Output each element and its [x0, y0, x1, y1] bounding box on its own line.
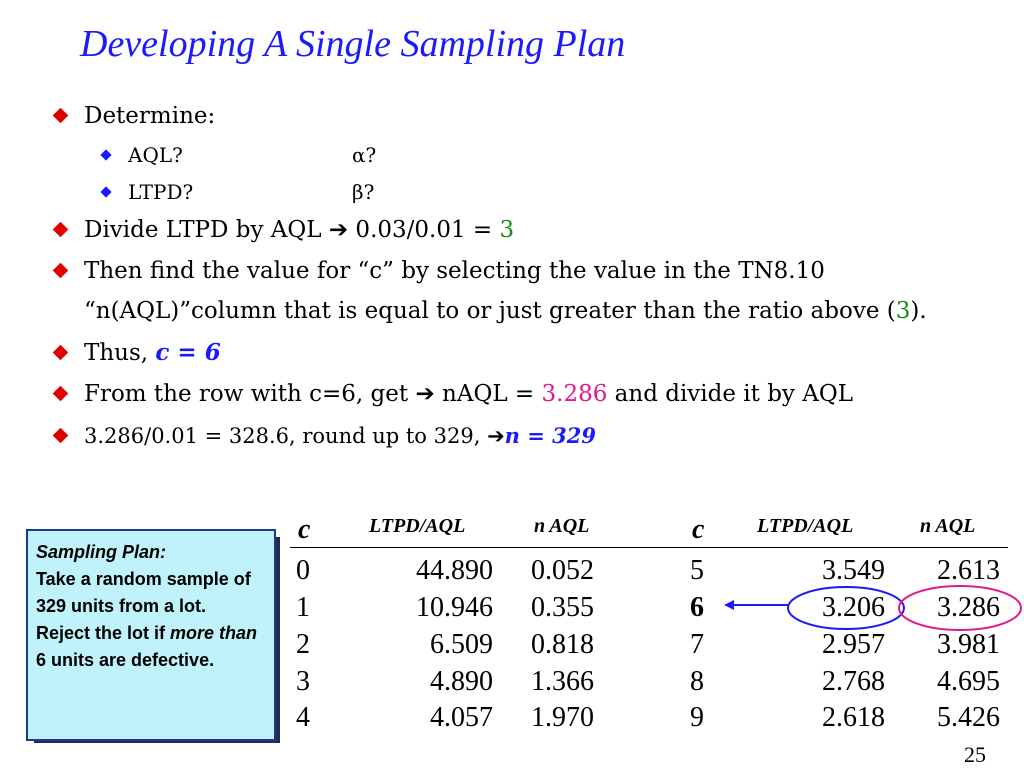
table-cell-highlight: 3.286: [937, 592, 1000, 623]
table-cell: 4.890: [430, 666, 493, 697]
table-cell: 5.426: [937, 702, 1000, 733]
thus-text: Thus,: [84, 340, 156, 366]
row-rest: and divide it by AQL: [607, 381, 853, 407]
table-header-c-right: c: [692, 514, 705, 545]
find-result: 3: [895, 298, 911, 324]
table-cell: 3.981: [937, 629, 1000, 660]
table-cell: 2.613: [937, 555, 1000, 586]
row-value: 3.286: [541, 381, 608, 407]
table-header-naql-left: n AQL: [534, 515, 590, 537]
bullet-diamond-icon: [53, 222, 69, 238]
page-number: 25: [964, 742, 986, 767]
table-header-naql-right: n AQL: [920, 515, 976, 537]
table-header-ratio-left: LTPD/AQL: [369, 515, 466, 537]
table-header-ratio-right: LTPD/AQL: [757, 515, 854, 537]
table-cell: 6.509: [430, 629, 493, 660]
table-cell: 0.052: [531, 555, 594, 586]
beta-label: β?: [352, 180, 375, 204]
bullet-diamond-icon: [53, 386, 69, 402]
table-cell: 1.366: [531, 666, 594, 697]
calc-text: 3.286/0.01 = 328.6, round up to 329,: [84, 424, 488, 448]
sampling-plan-callout: [26, 529, 276, 741]
table-cell: 2: [296, 629, 310, 660]
table-cell: 0.355: [531, 592, 594, 623]
ltpd-label: LTPD?: [128, 180, 194, 204]
table-header-c-left: c: [298, 514, 311, 545]
callout-heading: Sampling Plan:: [36, 542, 167, 562]
table-cell: 4.057: [430, 702, 493, 733]
table-cell: 44.890: [416, 555, 493, 586]
callout-line1: Take a random sample of 329 units from a lot.: [36, 569, 251, 616]
table-cell: 8: [690, 666, 704, 697]
bullet-from-row: [84, 380, 853, 408]
find-text: “n(AQL)”column that is equal to or just greater than the ratio above (: [84, 298, 896, 324]
bullet-find-line1: Then find the value for “c” by selecting the value in the TN8.10: [84, 258, 825, 284]
aql-label: AQL?: [128, 143, 183, 167]
sub-bullet-diamond-icon: [100, 149, 111, 160]
table-cell: 2.768: [822, 666, 885, 697]
pointer-arrow-icon: [724, 600, 734, 610]
table-cell: 5: [690, 555, 704, 586]
table-cell: 9: [690, 702, 704, 733]
bullet-diamond-icon: [53, 108, 69, 124]
alpha-label: α?: [352, 143, 377, 167]
callout-line2: [36, 620, 266, 674]
table-cell: 1.970: [531, 702, 594, 733]
sub-bullet-ltpd: [128, 178, 375, 206]
table-cell-highlight: 3.206: [822, 592, 885, 623]
bullet-thus: [84, 339, 221, 367]
bullet-calc: [84, 422, 596, 450]
table-cell: 7: [690, 629, 704, 660]
table-cell: 1: [296, 592, 310, 623]
calc-result: n = 329: [504, 423, 596, 448]
table-cell: 2.957: [822, 629, 885, 660]
row-text: From the row with c=6, get: [84, 381, 416, 407]
callout-line2-b: 6 units are defective.: [36, 650, 215, 670]
thus-result: c = 6: [155, 339, 221, 366]
callout-line2-a: Reject the lot if: [36, 623, 171, 643]
table-cell: 3.549: [822, 555, 885, 586]
bullet-diamond-icon: [53, 263, 69, 279]
divide-text: Divide LTPD by AQL: [84, 217, 329, 243]
table-cell-highlight: 6: [690, 592, 704, 623]
table-cell: 4: [296, 702, 310, 733]
arrow-right-icon: ➔: [487, 424, 505, 448]
bullet-diamond-icon: [53, 345, 69, 361]
table-header-rule: [290, 547, 1008, 548]
sub-bullet-aql: [128, 141, 377, 169]
bullet-diamond-icon: [53, 428, 69, 444]
find-end: ).: [910, 298, 927, 324]
slide-title: Developing A Single Sampling Plan: [80, 23, 626, 65]
callout-emphasis: more than: [170, 623, 258, 643]
arrow-right-icon: ➔: [415, 381, 435, 407]
bullet-find-line2: [84, 297, 927, 325]
table-cell: 3: [296, 666, 310, 697]
divide-result: 3: [499, 217, 515, 243]
table-cell: 0.818: [531, 629, 594, 660]
row-naql: nAQL =: [434, 381, 542, 407]
divide-calc: 0.03/0.01 =: [348, 217, 500, 243]
bullet-determine: Determine:: [84, 103, 216, 129]
bullet-divide: [84, 216, 514, 244]
table-cell: 2.618: [822, 702, 885, 733]
table-cell: 0: [296, 555, 310, 586]
arrow-right-icon: ➔: [328, 217, 349, 243]
sub-bullet-diamond-icon: [100, 186, 111, 197]
table-cell: 4.695: [937, 666, 1000, 697]
table-cell: 10.946: [416, 592, 493, 623]
